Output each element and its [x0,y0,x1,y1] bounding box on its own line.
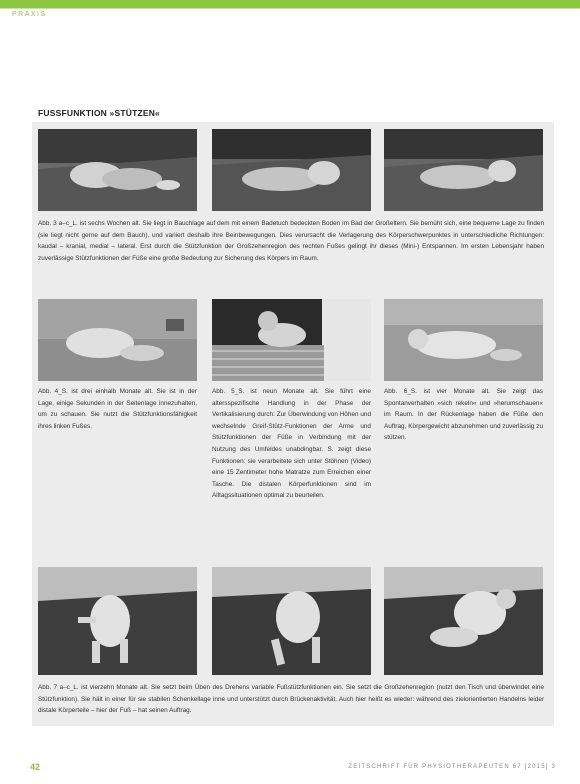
figure-panel-4-6 [32,292,554,560]
figure-panel-7 [32,560,554,726]
section-title: FUSSFUNKTION »STÜTZEN« [38,108,160,118]
top-color-bar [0,0,580,8]
photo-7c [384,567,543,675]
caption-fig-3: Abb. 3 a–c_L. ist sechs Wochen alt. Sie liegt in Bauchlage auf dem mit einem Badetuch bedeckten Boden im Bad der Großeltern. Sie bemüht sich, eine bequeme Lage zu finden (sie liegt nicht gerne auf dem Bauch), und variiert deshalb ihre Beinbewegungen. Dies verursacht die Verlagerung des Körperschwerpunktes in unterschiedliche Richtungen: kaudal – kranial, medial – lateral. Erst durch die Stützfunktion der Großzehenregion des rechten Fußes gelingt ihr dieses (Mini-) Entspannen. Im ersten Lebensjahr haben zuverlässige Stützfunktionen der Füße eine große Bedeutung zur Sicherung des Körpers im Raum. [38,220,544,262]
photo-7a [38,567,197,675]
photo-7b [212,567,371,675]
caption-fig-6: Abb. 6_S. ist vier Monate alt. Sie zeigt das Spontanverhalten »sich rekeln« und »herumschauen« im Raum. In der Rückenlage haben die Füße den Auftrag, Körpergewicht abzunehmen und zuverlässig zu stützen. [384,388,543,442]
running-head: PRAXIS [12,11,47,18]
photo-3c [384,129,543,211]
caption-fig-7: Abb. 7 a–c_L. ist vierzehn Monate alt. Sie setzt beim Üben des Drehens variable Fußstützfunktionen ein. Sie setzt die Großzehenregion (nutzt den Tisch und überwindet eine Stützfunktion). Sie hält in einer für sie stabilen Schenkellage inne und unterstützt durch Brückenaktivität. Auch hier heißt es wieder: während des zielorientierten Handelns leider distale Körperteile – hier der Fuß – hat seinen Auftrag. [38,684,544,715]
caption-fig-5: Abb. 5_S. ist neun Monate alt. Sie führt eine altersspezifische Handlung in der Phase der Vertikalisierung durch: Zur Überwindung von Höhen und wechselnde Greif-Stütz-Funktionen der Arme und Stützfunktionen der Füße in Verbindung mit der Nutzung des Umfeldes unabdingbar. S. zeigt diese Funktionen: sie verarbeitete sich unter Stöhnen (Video) eine 15 Zentimeter hohe Matratze zum Erreichen einer Tasche. Die distalen Körperfunktionen sind im Alltagssituationen optimal zu beurteilen. [212,388,371,500]
caption-fig-4: Abb. 4_S. ist drei einhalb Monate alt. Sie ist in der Lage, einige Sekunden in der Seitenlage innezuhalten, um zu schauen. Sie nutzt die Stützfunktionsfähigkeit ihres linken Fußes. [38,388,197,430]
page-number: 42 [30,762,41,772]
journal-footer: ZEITSCHRIFT FÜR PHYSIOTHERAPEUTEN 67 [2015] 3 [348,764,556,770]
top-divider-line [0,8,580,9]
photo-3b [212,129,371,211]
photo-4 [38,299,197,381]
photo-6 [384,299,543,381]
photo-5 [212,299,371,381]
figure-panel-3 [32,122,554,292]
photo-3a [38,129,197,211]
